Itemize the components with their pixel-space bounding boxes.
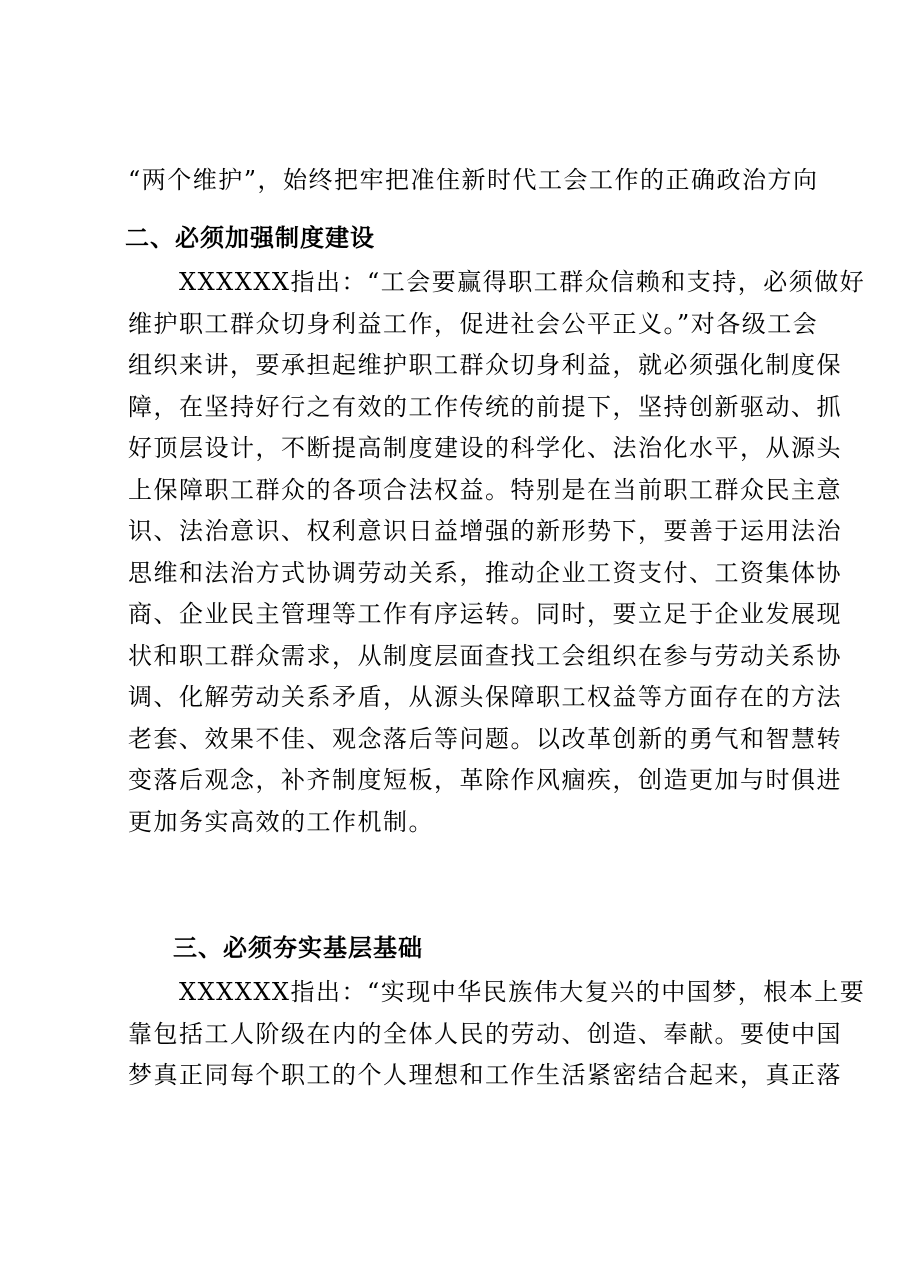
paragraph-line: 调、化解劳动关系矛盾，从源头保障职工权益等方面存在的方法 xyxy=(128,683,842,711)
paragraph-line: 思维和法治方式协调劳动关系，推动企业工资支付、工资集体协 xyxy=(128,558,842,587)
paragraph-line: 更加务实高效的工作机制。 xyxy=(128,807,434,836)
section-3-paragraph xyxy=(128,972,866,1097)
section-2-paragraph xyxy=(128,262,866,843)
paragraph-line: XXXXXX指出：“实现中华民族伟大复兴的中国梦，根本上要 xyxy=(128,978,866,1006)
paragraph-line: 上保障职工群众的各项合法权益。特别是在当前职工群众民主意 xyxy=(128,475,842,504)
paragraph-line: 梦真正同每个职工的个人理想和工作生活紧密结合起来，真正落 xyxy=(128,1061,842,1089)
paragraph-line: 靠包括工人阶级在内的全体人民的劳动、创造、奉献。要使中国 xyxy=(128,1019,842,1048)
paragraph-line: XXXXXX指出：“工会要赢得职工群众信赖和支持，必须做好 xyxy=(128,268,866,296)
paragraph-line: 维护职工群众切身利益工作，促进社会公平正义。”对各级工会 xyxy=(128,309,819,338)
paragraph-line: 状和职工群众需求，从制度层面查找工会组织在参与劳动关系协 xyxy=(128,641,842,670)
paragraph-line: 老套、效果不佳、观念落后等问题。以改革创新的勇气和智慧转 xyxy=(128,724,842,753)
paragraph-line: 障，在坚持好行之有效的工作传统的前提下，坚持创新驱动、抓 xyxy=(128,392,842,421)
section-3-heading: 三、必须夯实基层基础 xyxy=(173,934,423,962)
paragraph-line: 组织来讲，要承担起维护职工群众切身利益，就必须强化制度保 xyxy=(128,351,842,379)
section-2-heading: 二、必须加强制度建设 xyxy=(125,224,375,252)
paragraph-line: 商、企业民主管理等工作有序运转。同时，要立足于企业发展现 xyxy=(128,600,842,628)
paragraph-line: 变落后观念，补齐制度短板，革除作风痼疾，创造更加与时俱进 xyxy=(128,766,842,794)
paragraph-line: 识、法治意识、权利意识日益增强的新形势下，要善于运用法治 xyxy=(128,517,842,545)
intro-paragraph xyxy=(128,160,819,202)
paragraph-line: 好顶层设计，不断提高制度建设的科学化、法治化水平，从源头 xyxy=(128,434,842,462)
intro-line: “两个维护”，始终把牢把准住新时代工会工作的正确政治方向 xyxy=(128,166,819,194)
